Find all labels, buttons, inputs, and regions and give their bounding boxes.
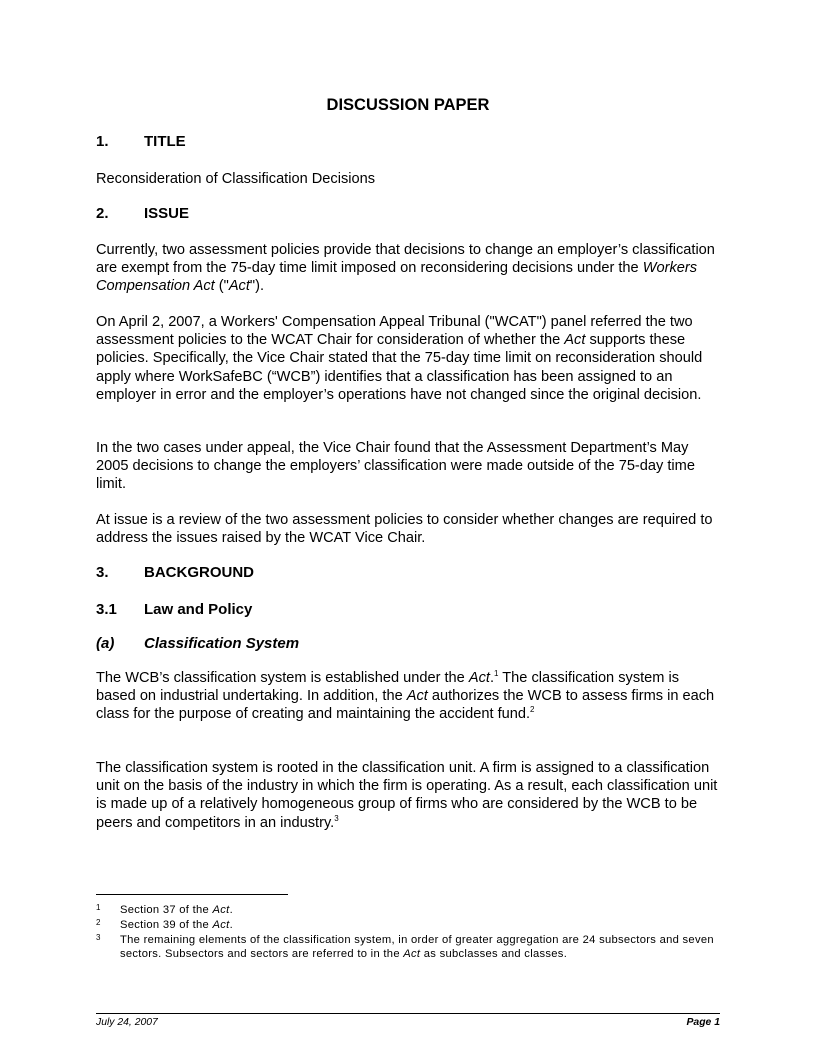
footer-page-number: Page 1 — [686, 1017, 720, 1028]
section-label: ISSUE — [144, 205, 190, 222]
section-number: (a) — [96, 635, 115, 652]
footer-divider — [96, 1013, 720, 1014]
footnote-ref-3[interactable]: 3 — [334, 813, 339, 823]
footnote-2: 2 Section 39 of the Act. — [96, 918, 233, 931]
document-title: DISCUSSION PAPER — [326, 96, 490, 114]
footnote-ref-2[interactable]: 2 — [530, 705, 535, 715]
section-2-heading — [96, 205, 189, 222]
section-label: BACKGROUND — [144, 564, 254, 581]
footnote-1: 1 Section 37 of the Act. — [96, 903, 233, 916]
footnote-marker: 2 — [96, 918, 101, 927]
section-number: 3. — [96, 564, 109, 581]
section-label: Classification System — [144, 635, 300, 652]
issue-paragraph-1: Currently, two assessment policies provide that decisions to change an employer’s classification are exempt from the 75-day time limit imposed on reconsidering decisions under the Workers Compensation Act ("Act"). — [96, 242, 715, 295]
classification-paragraph-2: The classification system is rooted in the classification unit. A firm is assigned to a classification unit on the basis of the industry in which the firm is operating. As a result, each classification unit is made up of a relatively homogeneous group of firms who are considered by the WCB to be peers and competitors in an industry.$^3$ — [96, 760, 718, 831]
section-number: 3.1 — [96, 601, 117, 618]
section-label: Law and Policy — [144, 601, 253, 618]
classification-paragraph-1: The WCB’s classification system is established under the Act.$^1$ The classification system is based on industrial undertaking. In addition, the Act authorizes the WCB to assess firms in each class for the purpose of creating and maintaining the accident fund.$^2$ — [96, 669, 715, 723]
section-label: TITLE — [144, 133, 186, 150]
issue-paragraph-4: At issue is a review of the two assessment policies to consider whether changes are required to address the issues raised by the WCAT Vice Chair. — [96, 512, 713, 547]
subsection-a-heading — [96, 635, 299, 652]
section-number: 1. — [96, 133, 109, 150]
section-3-heading — [96, 564, 254, 581]
footnote-3: 3 The remaining elements of the classification system, in order of greater aggregation are 24 subsectors and seven sectors. Subsectors and sectors are referred to in the Act as subclasses and classes. — [96, 933, 714, 960]
footnote-ref-1[interactable]: 1 — [494, 669, 499, 679]
section-3-1-heading — [96, 601, 252, 618]
issue-paragraph-3: In the two cases under appeal, the Vice Chair found that the Assessment Department’s May 2005 decisions to change the employers’ classification were made outside of the 75-day time limit. — [96, 440, 695, 493]
footnote-divider — [96, 894, 288, 895]
section-number: 2. — [96, 205, 109, 222]
footer-date: July 24, 2007 — [96, 1017, 158, 1028]
section-1-heading — [96, 133, 186, 150]
title-text: Reconsideration of Classification Decisions — [96, 171, 376, 187]
footnote-marker: 1 — [96, 903, 101, 912]
footnote-marker: 3 — [96, 933, 101, 942]
issue-paragraph-2: On April 2, 2007, a Workers' Compensation Appeal Tribunal ("WCAT") panel referred the two assessment policies to the WCAT Chair for consideration of whether the Act supports these policies. Specifically, the Vice Chair stated that the 75-day time limit on reconsideration should apply where WorkSafeBC (“WCB”) identifies that a classification has been assigned to an employer in error and the employer’s operations have not changed since the original decision. — [96, 314, 703, 403]
